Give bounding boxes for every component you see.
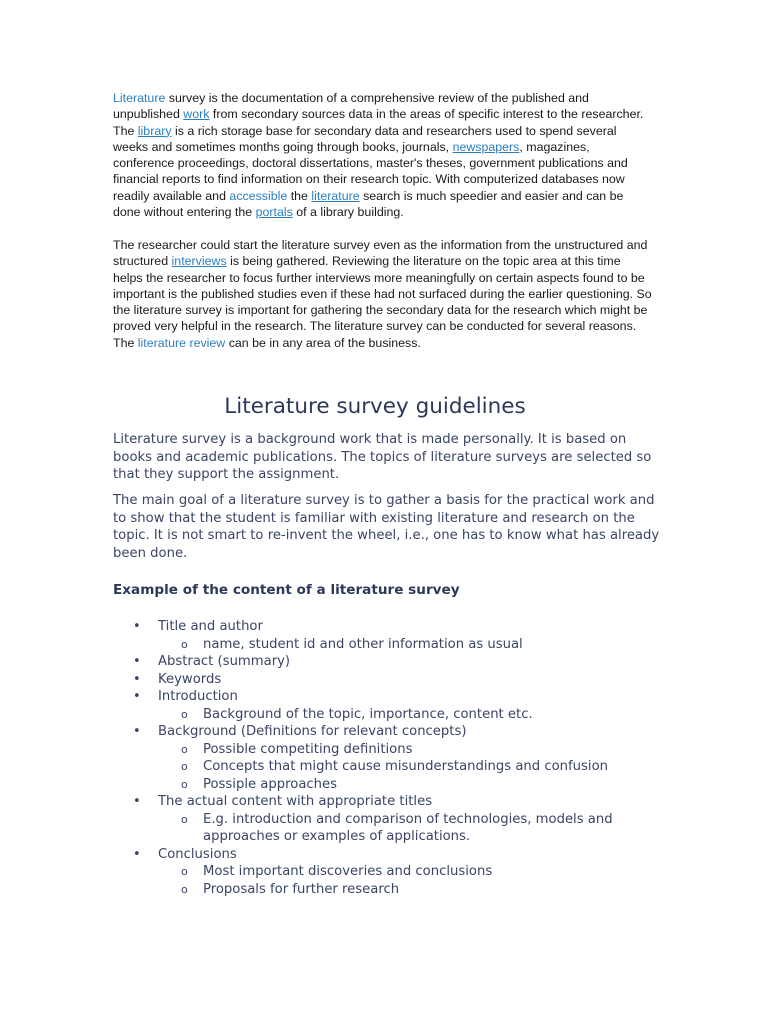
list-item: • Title and author — [0, 618, 768, 636]
inline-link[interactable]: portals — [255, 205, 293, 220]
inline-link[interactable]: Literature — [113, 91, 166, 105]
guidelines-heading: Literature survey guidelines — [224, 394, 526, 419]
sub-list-item: o Possible competiting definitions — [0, 741, 768, 759]
guidelines-paragraph-1: Literature survey is a background work that is made personally. It is based on books and academic publications. The topics of literature surveys are selected so that they support the assignment. — [113, 432, 652, 483]
sub-list-item: o Most important discoveries and conclusions — [0, 863, 768, 881]
example-heading: Example of the content of a literature survey — [113, 582, 460, 598]
inline-link[interactable]: interviews — [171, 254, 227, 269]
intro-paragraph-1 — [113, 90, 653, 220]
list-item: • The actual content with appropriate titles — [0, 793, 768, 811]
inline-link[interactable]: work — [183, 107, 210, 122]
list-item: • Keywords — [0, 671, 768, 689]
list-item: • Abstract (summary) — [0, 653, 768, 671]
sub-list-item: o Proposals for further research — [0, 881, 768, 899]
intro-paragraph-2 — [113, 237, 653, 351]
inline-link[interactable]: literature — [311, 188, 360, 203]
list-item: • Conclusions — [0, 846, 768, 864]
content-outline-list — [0, 618, 768, 898]
paragraph-text: can be in any area of the business. — [225, 335, 421, 350]
inline-link[interactable]: accessible — [229, 188, 288, 203]
list-item: • Background (Definitions for relevant concepts) — [0, 723, 768, 741]
paragraph-text: is being gathered. Reviewing the literature on the topic area at this time helps the researcher to focus further interviews more meaningfully on certain aspects found to be important is the published studies even if these had not surfaced during the earlier questioning. So the literature survey is important for gathering the secondary data for the research which might be proved very helpful in the research. The literature survey can be conducted for several reasons. The — [113, 254, 652, 350]
paragraph-text: The researcher could start the literature survey even as the information from the unstructured and structured — [113, 238, 648, 269]
paragraph-text: from secondary sources data in the areas of specific interest to the researcher. The — [113, 107, 644, 138]
list-item: • Introduction — [0, 688, 768, 706]
sub-list-item: o Concepts that might cause misunderstandings and confusion — [0, 758, 768, 776]
paragraph-text: is a rich storage base for secondary data and researchers used to spend several weeks and sometimes months going through books, journals, — [113, 123, 617, 154]
sub-list-item: o Background of the topic, importance, content etc. — [0, 706, 768, 724]
inline-link[interactable]: newspapers — [452, 139, 520, 154]
sub-list-item: o E.g. introduction and comparison of technologies, models and approaches or examples of applications. — [0, 811, 768, 846]
paragraph-text: of a library building. — [292, 205, 404, 220]
sub-list-item: o Possiple approaches — [0, 776, 768, 794]
paragraph-text: , magazines, conference proceedings, doctoral dissertations, master's theses, government publications and financial reports to find information on their research topic. With computerized databases now readily available and — [113, 139, 628, 203]
guidelines-paragraph-2: The main goal of a literature survey is to gather a basis for the practical work and to show that the student is familiar with existing literature and research on the topic. It is not smart to re-invent the wheel, i.e., one has to know what has already been done. — [113, 493, 660, 561]
sub-list-item: o name, student id and other information as usual — [0, 636, 768, 654]
paragraph-text: the — [287, 188, 312, 203]
inline-link[interactable]: literature review — [137, 335, 226, 350]
inline-link[interactable]: library — [137, 123, 172, 138]
paragraph-text: survey is the documentation of a comprehensive review of the published and unpublished — [113, 91, 589, 122]
paragraph-text: search is much speedier and easier and can be done without entering the — [113, 188, 624, 220]
